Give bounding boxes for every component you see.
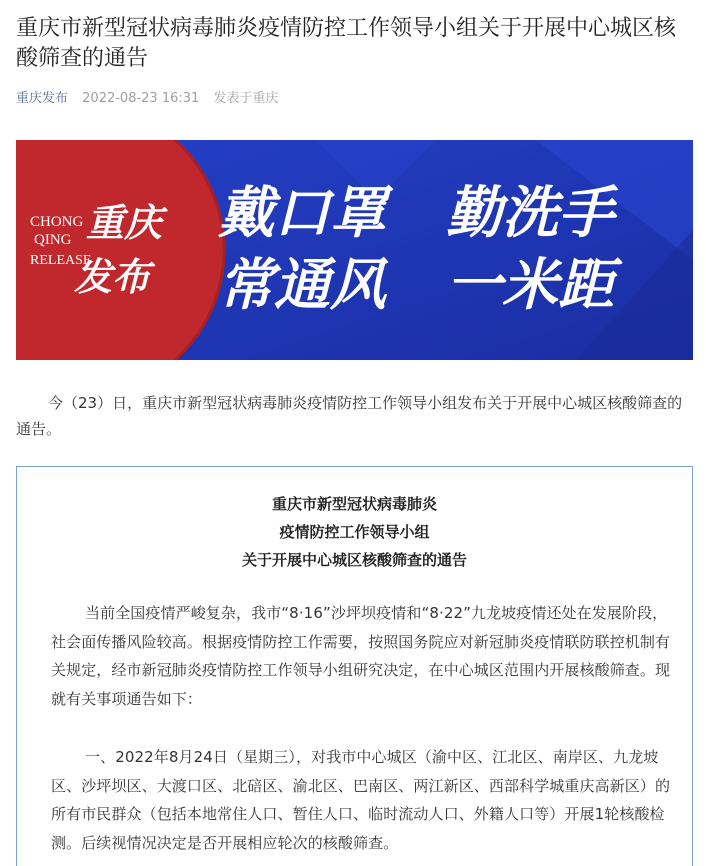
publish-location: 发表于重庆 [213,91,279,106]
logo-circle [16,140,224,360]
logo-en-2: QING [34,232,72,248]
intro-paragraph: 今（23）日，重庆市新型冠状病毒肺炎疫情防控工作领导小组发布关于开展中心城区核酸筛查的通告。 [16,394,683,438]
publish-time: 2022-08-23 16:31 [82,91,200,106]
logo-en-3: RELEASE [30,253,92,268]
slogan-distance: 一米距 [446,253,614,318]
slogan-mask: 戴口罩 [218,181,386,246]
logo-en-1: CHONG [30,214,84,230]
notice-paragraph-1: 当前全国疫情严峻复杂，我市“8·16”沙坪坝疫情和“8·22”九龙坡疫情还处在发展阶段，社会面传播风险较高。根据疫情防控工作需要，按照国务院应对新冠肺炎疫情联防联控机制有关规定，经市新冠肺炎疫情防控工作领导小组研究决定，在中心城区范围内开展核酸筛查。现就有关事项通告如下： [51,604,671,708]
banner-image [16,140,693,360]
author-link[interactable]: 重庆发布 [16,91,69,106]
notice-paragraph-2: 一、2022年8月24日（星期三），对我市中心城区（渝中区、江北区、南岸区、九龙坡区、沙坪坝区、大渡口区、北碚区、渝北区、巴南区、两江新区、西部科学城重庆高新区）的所有市民群众（包括本地常住人口、暂住人口、临时流动人口、外籍人口等）开展1轮核酸检测。后续视情况决定是否开展相应轮次的核酸筛查。 [51,748,671,852]
logo-cn-1: 重庆 [86,200,163,245]
slogan-wash-hands: 勤洗手 [446,181,614,246]
logo-cn-2: 发布 [74,254,151,299]
notice-title-line-1: 重庆市新型冠状病毒肺炎 [271,495,437,513]
notice-title-line-3: 关于开展中心城区核酸筛查的通告 [241,551,467,569]
slogan-ventilate: 常通风 [218,253,386,318]
article-meta [16,89,278,109]
article-title: 重庆市新型冠状病毒肺炎疫情防控工作领导小组关于开展中心城区核酸筛查的通告 [16,16,677,71]
notice-title-line-2: 疫情防控工作领导小组 [279,523,430,541]
notice-box [16,466,693,866]
